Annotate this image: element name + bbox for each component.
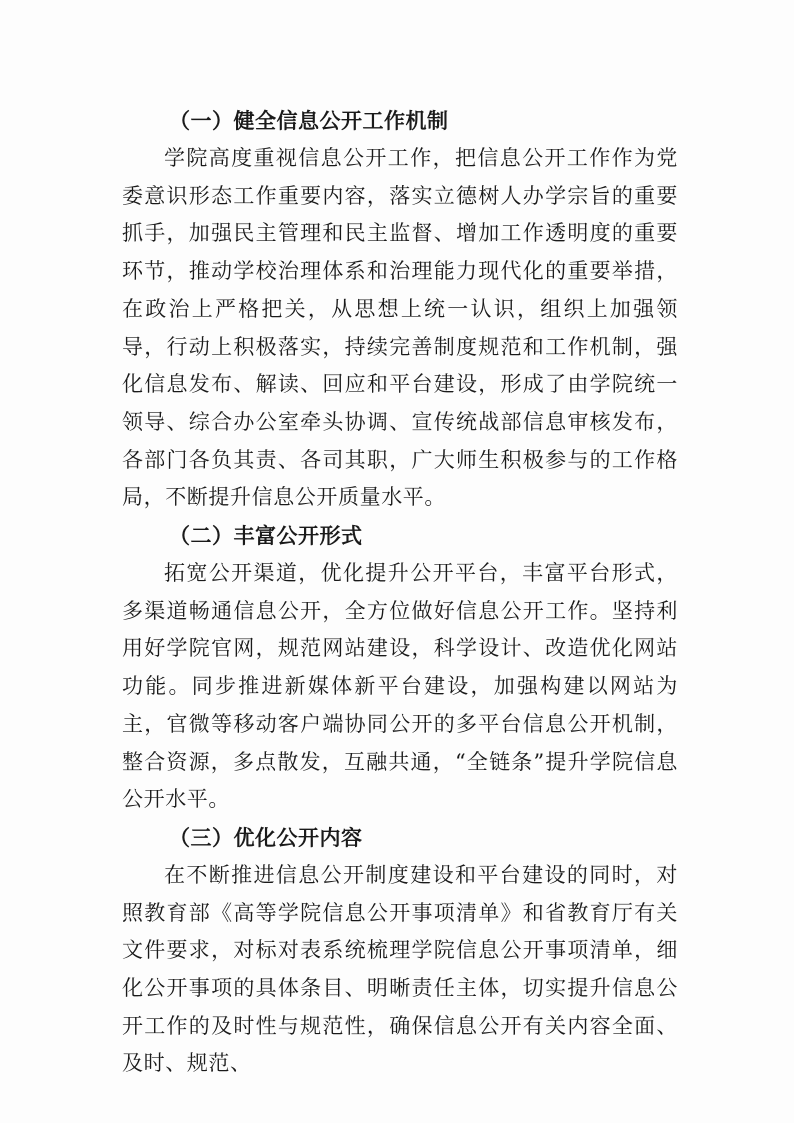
section-paragraph-3: 在不断推进信息公开制度建设和平台建设的同时，对照教育部《高等学院信息公开事项清单》和省教育厅有关文件要求，对标对表系统梳理学院信息公开事项清单，细化公开事项的具体条目、明晰责任主体，切实提升信息公开工作的及时性与规范性，确保信息公开有关内容全面、及时、规范、 [122, 862, 678, 1076]
section-heading-2: （二）丰富公开形式 [169, 524, 363, 549]
section-paragraph-2: 拓宽公开渠道，优化提升公开平台，丰富平台形式，多渠道畅通信息公开，全方位做好信息公开工作。坚持利用好学院官网，规范网站建设，科学设计、改造优化网站功能。同步推进新媒体新平台建设，加强构建以网站为主，官微等移动客户端协同公开的多平台信息公开机制，整合资源，多点散发，互融共通，“全链条”提升学院信息公开水平。 [122, 561, 678, 812]
section-paragraph-1: 学院高度重视信息公开工作，把信息公开工作作为党委意识形态工作重要内容，落实立德树人办学宗旨的重要抓手，加强民主管理和民主监督、增加工作透明度的重要环节，推动学校治理体系和治理能力现代化的重要举措，在政治上严格把关，从思想上统一认识，组织上加强领导，行动上积极落实，持续完善制度规范和工作机制，强化信息发布、解读、回应和平台建设，形成了由学院统一领导、综合办公室牵头协调、宣传统战部信息审核发布，各部门各负其责、各司其职，广大师生积极参与的工作格局，不断提升信息公开质量水平。 [122, 146, 678, 510]
section-heading-3: （三）优化公开内容 [169, 825, 363, 850]
document-body [122, 102, 678, 1083]
section-heading-1: （一）健全信息公开工作机制 [169, 109, 449, 133]
